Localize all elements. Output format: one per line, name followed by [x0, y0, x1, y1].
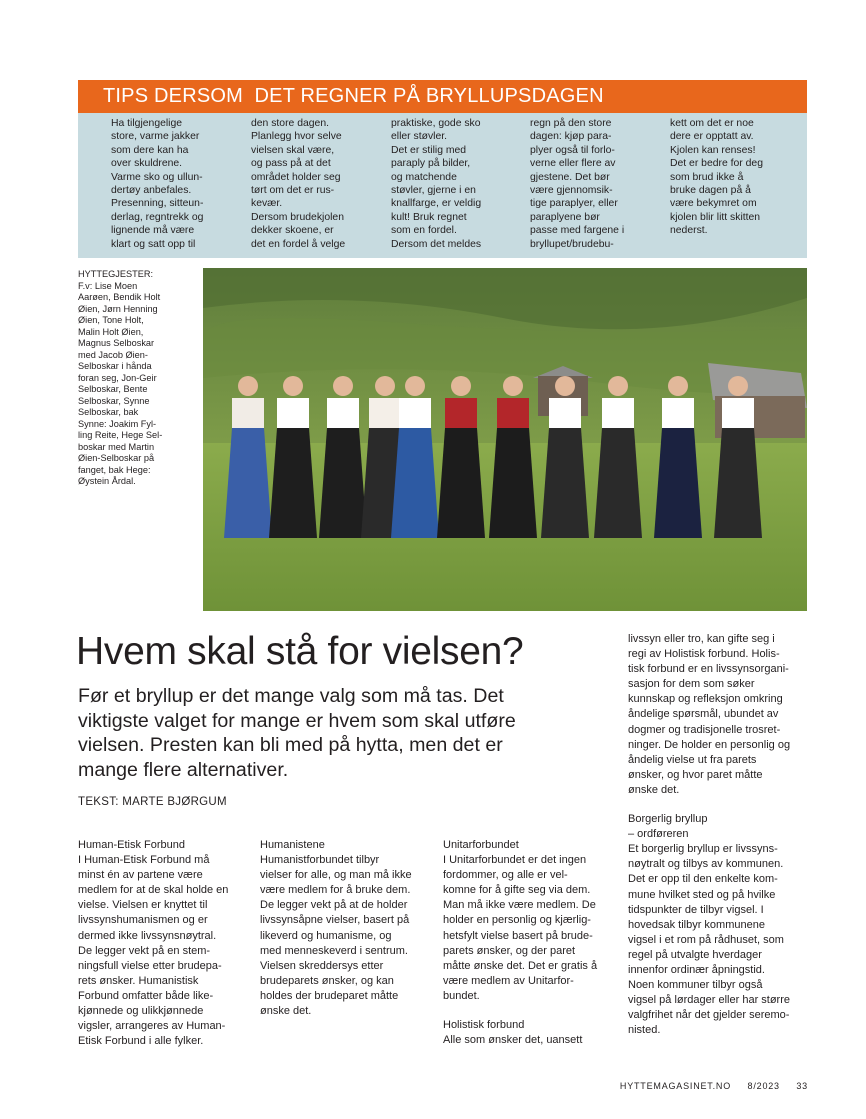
tips-line: tige paraplyer, eller: [530, 198, 618, 210]
tips-line: kett om det er noe: [670, 118, 754, 129]
body-line: tidspunkter de tilbyr vigsel. I: [628, 903, 764, 916]
tips-column-3: [391, 117, 521, 251]
body-line: hetsfylt vielse basert på brude-: [443, 929, 593, 942]
tips-line: dere er opptatt av.: [670, 131, 754, 143]
body-line: I Unitarforbundet er det ingen: [443, 854, 587, 867]
caption-line: Øien, Jørn Henning: [78, 303, 158, 314]
caption-line: Aarøen, Bendik Holt: [78, 292, 161, 302]
body-line: nisted.: [628, 1024, 661, 1037]
body-line: vielse. Vielsen er knyttet til: [78, 899, 208, 912]
tips-line: verne eller flere av: [530, 158, 616, 170]
body-line: holdes der brudeparet måtte: [260, 989, 399, 1002]
tips-line: Dersom brudekjolen: [251, 211, 344, 223]
body-line: med menneskeverd i sentrum.: [260, 944, 408, 957]
body-line: vielser for alle, og man må ikke: [260, 869, 412, 882]
lead-line: viktigste valget for mange er hvem som skal utføre: [78, 709, 516, 732]
article-lead: [78, 684, 598, 782]
tips-line: dagen: kjøp para-: [530, 131, 612, 143]
body-line: Alle som ønsker det, uansett: [443, 1034, 583, 1047]
tips-line: bryllupet/brudebu-: [530, 238, 614, 250]
tips-column-5: [670, 117, 800, 238]
tips-line: gjestene. Det bør: [530, 171, 610, 183]
tips-line: Varme sko og ullun-: [111, 171, 203, 183]
body-line: Vielsen skreddersys etter: [260, 959, 384, 972]
tips-line: over skuldrene.: [111, 158, 183, 170]
body-line: være medlem for å bruke dem.: [260, 884, 411, 897]
tips-line: Dersom det meldes: [391, 238, 482, 250]
section-heading: Unitarforbundet: [443, 839, 519, 851]
body-line: Det er opp til den enkelte kom-: [628, 873, 778, 886]
lead-line: mange flere alternativer.: [78, 758, 289, 781]
caption-line: Selboskar, Synne: [78, 395, 150, 406]
tips-line: tørt om det er rus-: [251, 185, 335, 197]
caption-line: Magnus Selboskar: [78, 338, 155, 348]
tips-line: Det er stilig med: [391, 144, 467, 156]
body-line: De legger vekt på at de holder: [260, 899, 408, 912]
section-heading: Holistisk forbund: [443, 1019, 525, 1032]
section-human-etisk: [78, 838, 248, 1049]
caption-line: Malin Holt Øien,: [78, 326, 144, 337]
tips-line: kevær.: [251, 198, 283, 210]
tips-line: kjolen blir litt skitten: [670, 211, 761, 223]
body-line: holder en personlig og kjærlig-: [443, 914, 591, 927]
tips-line: og pass på at det: [251, 158, 331, 170]
body-line: livssynshumanismen og er: [78, 914, 208, 927]
tips-line: dekker skoene, er: [251, 225, 334, 237]
caption-line: Øien, Tone Holt,: [78, 315, 144, 325]
body-line: nøytralt og tilbys av kommunen.: [628, 858, 784, 871]
body-line: regi av Holistisk forbund. Holis-: [628, 648, 780, 661]
section-heading: Human-Etisk Forbund: [78, 839, 185, 851]
caption-line: ling Reite, Hege Sel-: [78, 430, 163, 440]
body-line: sasjon for dem som søker: [628, 678, 755, 691]
caption-line: Øien-Selboskar på: [78, 453, 155, 463]
tips-line: lignende må være: [111, 225, 195, 237]
tips-line: plyer også til forlo-: [530, 144, 615, 156]
tips-column-2: [251, 117, 381, 251]
body-line: I Human-Etisk Forbund må: [78, 854, 210, 867]
body-line: dermed ikke livssynsnøytral.: [78, 929, 217, 942]
section-heading: Humanistene: [260, 839, 325, 851]
tips-line: Kjolen kan renses!: [670, 144, 756, 156]
body-line: ønsker, og hvor paret måtte: [628, 768, 763, 781]
body-line: medlem for at de skal holde en: [78, 884, 229, 897]
body-line: hovedsak tilbyr kommunene: [628, 918, 765, 931]
tips-line: paraply på bilder,: [391, 158, 471, 170]
body-line: tisk forbund er en livssynsorgani-: [628, 663, 789, 676]
body-line: måtte ønske det. Det er gratis å: [443, 959, 598, 972]
body-line: bundet.: [443, 989, 480, 1002]
caption-line: boskar med Martin: [78, 441, 155, 452]
tips-line: knallfarge, er veldig: [391, 198, 482, 210]
caption-line: Synne: Joakim Fyl-: [78, 418, 157, 429]
tips-line: nederst.: [670, 225, 708, 237]
section-humanistene: [260, 838, 430, 1019]
section-heading: Borgerlig bryllup: [628, 813, 708, 826]
tips-line: dertøy anbefales.: [111, 185, 192, 197]
tips-line: støvler, gjerne i en: [391, 185, 476, 197]
article-headline: Hvem skal stå for vielsen?: [76, 630, 524, 673]
tips-line: den store dagen.: [251, 118, 329, 129]
body-line: åndelige spørsmål, ubundet av: [628, 708, 779, 721]
body-line: likeverd og humanisme, og: [260, 929, 392, 942]
body-line: åndelig vielse ut fra parets: [628, 753, 757, 766]
byline: TEKST: MARTE BJØRGUM: [78, 796, 227, 808]
caption-line: fanget, bak Hege:: [78, 464, 151, 475]
body-line: valgfrihet når det gjelder seremo-: [628, 1009, 790, 1022]
tips-line: som dere kan ha: [111, 144, 189, 156]
body-line: være medlem av Unitarfor-: [443, 974, 574, 987]
body-line: parets ønsker, og der paret: [443, 944, 576, 957]
section-holistisk-borgerlig: [628, 632, 798, 1038]
tips-line: store, varme jakker: [111, 131, 200, 143]
tips-line: være bekymret om: [670, 198, 757, 210]
body-line: ønske det.: [260, 1005, 312, 1018]
body-line: regel på utvalgte hverdager: [628, 948, 762, 961]
body-line: vigsel på lørdager eller har større: [628, 994, 791, 1007]
body-line: brudeparets ønsker, og kan: [260, 974, 394, 987]
tips-line: området holder seg: [251, 171, 341, 183]
caption-line: Selboskar i hånda: [78, 361, 152, 371]
body-line: vigsler, arrangeres av Human-: [78, 1020, 226, 1033]
lead-line: vielsen. Presten kan bli med på hytta, men det er: [78, 734, 503, 756]
body-line: minst én av partene være: [78, 869, 203, 882]
tips-line: Det er bedre for deg: [670, 158, 763, 170]
body-line: Etisk Forbund i alle fylker.: [78, 1035, 204, 1048]
tips-line: det en fordel å velge: [251, 238, 346, 250]
section-heading: – ordføreren: [628, 828, 689, 841]
caption-line: F.v: Lise Moen: [78, 280, 138, 291]
tips-banner-title: TIPS DERSOM DET REGNER PÅ BRYLLUPSDAGEN: [78, 80, 807, 113]
caption-line: med Jacob Øien-: [78, 349, 148, 360]
body-line: Humanistforbundet tilbyr: [260, 854, 380, 867]
body-line: livssyn eller tro, kan gifte seg i: [628, 633, 775, 645]
tips-line: kult! Bruk regnet: [391, 211, 467, 223]
tips-line: praktiske, gode sko: [391, 118, 481, 129]
tips-line: som en fordel.: [391, 225, 457, 237]
tips-line: derlag, regntrekk og: [111, 211, 204, 223]
tips-line: Planlegg hvor selve: [251, 131, 342, 143]
body-line: rets ønsker. Humanistisk: [78, 974, 199, 987]
caption-line: Selboskar, bak: [78, 407, 139, 417]
body-line: De legger vekt på en stem-: [78, 944, 211, 957]
tips-line: klart og satt opp til: [111, 238, 196, 250]
caption-line: HYTTEGJESTER:: [78, 269, 154, 279]
page-number: 33: [796, 1081, 808, 1091]
tips-line: regn på den store: [530, 118, 612, 129]
body-line: Noen kommuner tilbyr også: [628, 979, 763, 992]
tips-line: Presenning, sitteun-: [111, 198, 204, 210]
body-line: ninger. De holder en personlig og: [628, 738, 791, 751]
body-line: mune hvilket sted og på hvilke: [628, 888, 776, 901]
body-line: Man må ikke være medlem. De: [443, 899, 596, 912]
body-line: dogmer og tradisjonelle trosret-: [628, 723, 781, 736]
tips-line: paraplyene bør: [530, 211, 600, 223]
body-line: Forbund omfatter både like-: [78, 989, 214, 1002]
tips-line: eller støvler.: [391, 131, 448, 143]
group-photo: [203, 268, 807, 611]
tips-line: passe med fargene i: [530, 225, 625, 237]
body-line: komne for å gifte seg via dem.: [443, 884, 591, 897]
body-line: ønske det.: [628, 783, 680, 796]
tips-line: være gjennomsik-: [530, 185, 613, 197]
tips-column-1: [111, 117, 241, 251]
photo-caption: [78, 269, 196, 488]
caption-line: foran seg, Jon-Geir: [78, 372, 157, 383]
caption-line: Øystein Årdal.: [78, 476, 136, 486]
body-line: innenfor ordinær åpningstid.: [628, 963, 765, 976]
section-unitar: [443, 838, 613, 1048]
body-line: ningsfull vielse etter brudepa-: [78, 959, 222, 972]
footer-site: HYTTEMAGASINET.NO: [619, 1081, 732, 1091]
body-line: vigsel i et rom på rådhuset, som: [628, 933, 784, 946]
tips-line: og matchende: [391, 171, 457, 183]
tips-box: [78, 113, 807, 258]
tips-line: som brud ikke å: [670, 171, 744, 183]
body-line: fordommer, og alle er vel-: [443, 869, 568, 882]
caption-line: Selboskar, Bente: [78, 384, 148, 394]
tips-line: vielsen skal være,: [251, 144, 335, 156]
tips-line: bruke dagen på å: [670, 185, 751, 197]
body-line: kunnskap og refleksjon omkring: [628, 693, 783, 706]
footer-issue: 8/2023: [747, 1081, 780, 1091]
tips-column-4: [530, 117, 660, 251]
body-line: kjønnede og ulikkjønnede: [78, 1005, 204, 1018]
page-footer: [613, 1071, 808, 1091]
body-line: livssynsåpne vielser, basert på: [260, 914, 410, 927]
tips-line: Ha tilgjengelige: [111, 118, 183, 129]
body-line: Et borgerlig bryllup er livssyns-: [628, 843, 778, 856]
lead-line: Før et bryllup er det mange valg som må tas. Det: [78, 685, 504, 707]
